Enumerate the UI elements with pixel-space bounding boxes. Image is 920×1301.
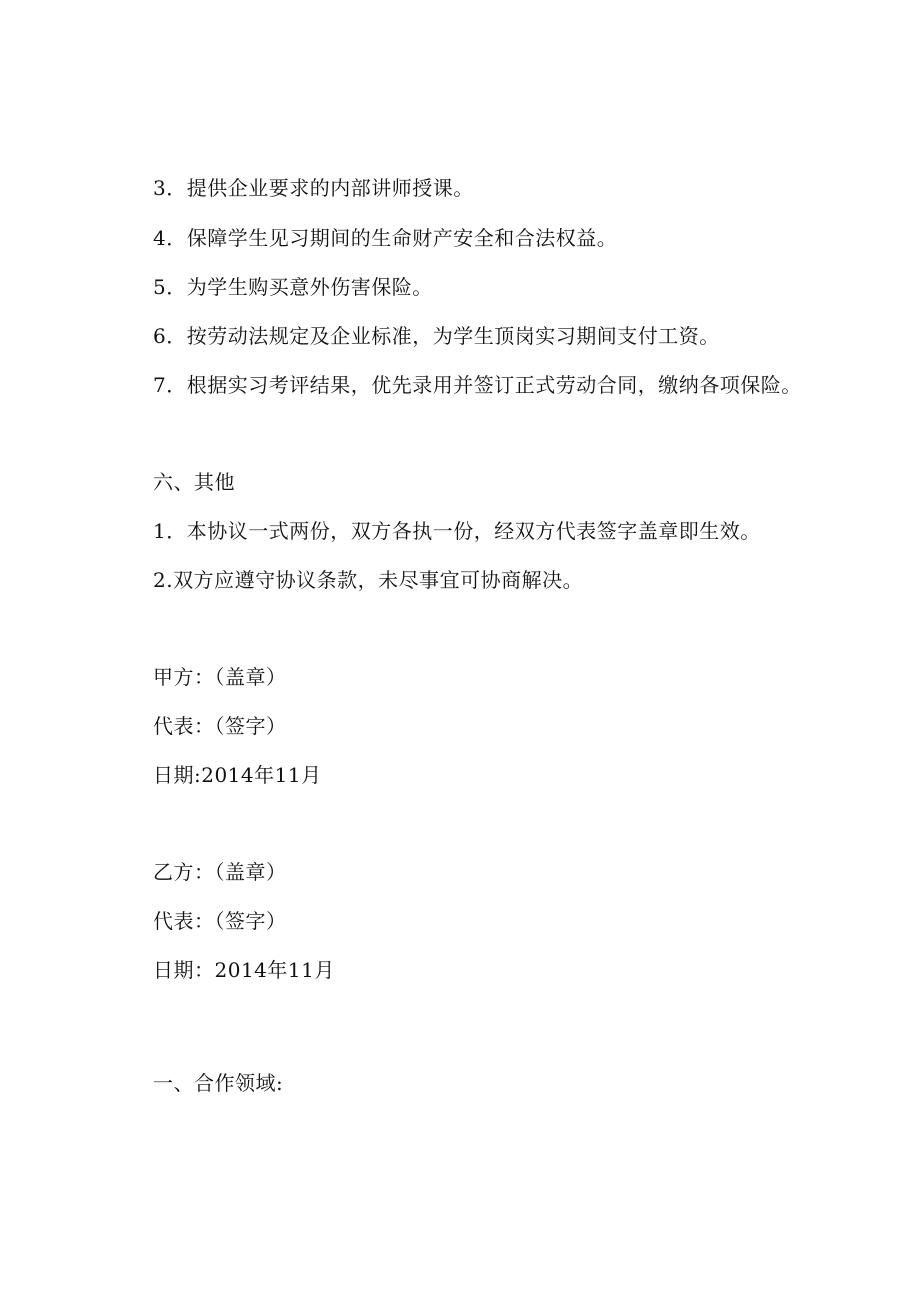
obligation-item-3: 3．提供企业要求的内部讲师授课。 [153, 176, 474, 200]
obligation-item-5: 5．为学生购买意外伤害保险。 [153, 275, 433, 299]
section-one-heading: 一、合作领域: [153, 1071, 284, 1095]
section-six-item-2: 2.双方应遵守协议条款，未尽事宜可协商解决。 [153, 568, 584, 592]
obligation-item-7: 7．根据实习考评结果，优先录用并签订正式劳动合同，缴纳各项保险。 [153, 373, 802, 397]
section-six-item-1: 1．本协议一式两份，双方各执一份，经双方代表签字盖章即生效。 [153, 519, 761, 543]
party-b-representative: 代表：（签字） [153, 909, 287, 933]
party-a-date: 日期:2014年11月 [153, 763, 322, 787]
party-b-date: 日期：2014年11月 [153, 958, 335, 982]
obligation-item-4: 4．保障学生见习期间的生命财产安全和合法权益。 [153, 226, 618, 250]
party-b-stamp: 乙方：（盖章） [153, 860, 287, 884]
party-a-stamp: 甲方：（盖章） [153, 665, 287, 689]
party-a-representative: 代表：（签字） [153, 714, 287, 738]
obligation-item-6: 6．按劳动法规定及企业标准，为学生顶岗实习期间支付工资。 [153, 324, 720, 348]
section-six-heading: 六、其他 [153, 470, 235, 494]
